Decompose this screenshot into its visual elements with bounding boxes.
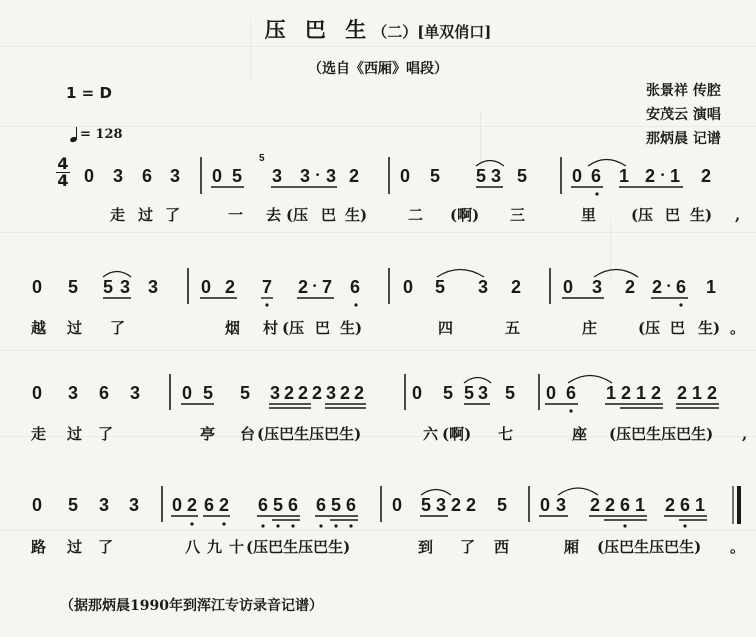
note: 3 (478, 277, 489, 297)
lyric: 一 (228, 206, 244, 224)
system-2-slurs (103, 270, 638, 278)
note: 0 (572, 166, 583, 186)
note: 1 (619, 166, 630, 186)
note: 3 (170, 166, 181, 186)
system-3-octave-dots (569, 409, 572, 412)
note: 5 (435, 277, 446, 297)
note: 6 (142, 166, 153, 186)
note: 5 (464, 383, 475, 403)
note: 0 (201, 277, 212, 297)
note: 5 (331, 495, 342, 515)
lyric: 里 (581, 206, 597, 224)
note: 6 (566, 383, 577, 403)
note: 5 (421, 495, 432, 515)
song-source: （选自《西厢》唱段） (308, 61, 448, 77)
note: 2 (340, 383, 351, 403)
time-signature-bottom: 4 (57, 171, 69, 190)
note: 6 (680, 495, 691, 515)
system-1-lyrics (110, 206, 740, 224)
note: 5 (273, 495, 284, 515)
lyric: 厢 (564, 538, 580, 556)
note: 3 (491, 166, 502, 186)
lyric: (啊) (442, 425, 472, 443)
note: 0 (182, 383, 193, 403)
note: 0 (392, 495, 403, 515)
note: 5 (505, 383, 516, 403)
note: 5 (476, 166, 487, 186)
system-2-octave-dots (265, 303, 682, 306)
note: 0 (32, 277, 43, 297)
note: 2 (590, 495, 601, 515)
lyric: 五 (505, 319, 521, 337)
lyric: 过 (67, 319, 83, 337)
dot: · (660, 166, 666, 184)
lyric: 了 (98, 425, 114, 443)
note: 2 (225, 277, 236, 297)
lyric: 二 (408, 206, 424, 224)
lyric: , (742, 425, 748, 443)
note: 5 (68, 495, 79, 515)
system-4-slurs (421, 488, 598, 495)
note: 5 (203, 383, 214, 403)
system-4-underlines (171, 516, 707, 520)
footnote: （据那炳晨1990年到浑江专访录音记谱） (60, 598, 323, 614)
note: 2 (298, 383, 309, 403)
lyric: 巴 (321, 206, 337, 224)
lyric: 三 (510, 206, 526, 224)
system-2-lyrics (31, 319, 745, 337)
note: 0 (400, 166, 411, 186)
note: 3 (556, 495, 567, 515)
system-3-underlines (181, 404, 719, 408)
system-2-numbers (32, 277, 716, 297)
note: 2 (284, 383, 295, 403)
note: 3 (113, 166, 124, 186)
system-3-lyrics (31, 425, 747, 443)
note: 2 (651, 383, 662, 403)
note: 1 (636, 383, 647, 403)
note: 6 (591, 166, 602, 186)
lyric: 走 (110, 206, 126, 224)
lyric: 台 (240, 425, 256, 443)
note: 6 (288, 495, 299, 515)
note: 2 (701, 166, 712, 186)
lyric: 六 (423, 425, 439, 443)
note: 3 (120, 277, 131, 297)
system-4-numbers (32, 495, 705, 515)
note: 2 (354, 383, 365, 403)
note: 3 (130, 383, 141, 403)
note: 3 (300, 166, 311, 186)
dot: · (666, 277, 672, 295)
note: 6 (258, 495, 269, 515)
lyric: (啊) (450, 206, 480, 224)
lyric: (压巴生压巴生) (609, 425, 714, 443)
lyric: 。 (730, 319, 746, 337)
system-3-numbers (32, 383, 717, 403)
note: 5 (430, 166, 441, 186)
note: 1 (670, 166, 681, 186)
note: 2 (652, 277, 663, 297)
note: 1 (695, 495, 706, 515)
credit-singer: 安茂云 演唱 (646, 107, 721, 123)
lyric: 巴 (315, 319, 331, 337)
lyric: 西 (494, 538, 510, 556)
lyric: 了 (98, 538, 114, 556)
note: 7 (262, 277, 273, 297)
note: 0 (172, 495, 183, 515)
lyric: (压 (282, 319, 305, 337)
system-1-numbers (84, 153, 711, 186)
note: 2 (219, 495, 230, 515)
song-title-suffix: （二）[单双俏口] (372, 23, 492, 41)
lyric: (压巴生压巴生) (246, 538, 351, 556)
note: 2 (605, 495, 616, 515)
note: 6 (620, 495, 631, 515)
note: 5 (443, 383, 454, 403)
dot: · (312, 277, 318, 295)
note: 5 (68, 277, 79, 297)
lyric: 生) (340, 319, 363, 337)
lyric: 去 (266, 206, 282, 224)
note: 2 (298, 277, 309, 297)
note: 1 (692, 383, 703, 403)
lyric: 路 (31, 538, 47, 556)
note: 3 (436, 495, 447, 515)
lyric: 十 (229, 538, 245, 556)
note: 7 (322, 277, 333, 297)
note: 2 (312, 383, 323, 403)
system-4-lyrics (31, 538, 745, 556)
note: 3 (326, 166, 337, 186)
lyric: 生) (690, 206, 713, 224)
dot: · (315, 166, 321, 184)
note: 2 (707, 383, 718, 403)
note: 2 (349, 166, 360, 186)
lyric: (压 (638, 319, 661, 337)
note: 6 (204, 495, 215, 515)
note: 2 (511, 277, 522, 297)
note: 1 (606, 383, 617, 403)
note: 3 (68, 383, 79, 403)
note: 1 (706, 277, 717, 297)
note: 5 (103, 277, 114, 297)
lyric: (压 (286, 206, 309, 224)
note: 3 (326, 383, 337, 403)
lyric: 巴 (665, 206, 681, 224)
credit-transcriber: 那炳晨 记谱 (646, 131, 721, 147)
note: 2 (187, 495, 198, 515)
lyric: 越 (31, 319, 47, 337)
lyric: 到 (418, 538, 434, 556)
credit-composer: 张景祥 传腔 (646, 83, 721, 99)
note: 2 (665, 495, 676, 515)
tempo-value: = 128 (80, 127, 123, 142)
lyric: 四 (438, 319, 454, 337)
note: 3 (270, 383, 281, 403)
lyric: 八 (185, 538, 201, 556)
song-title-main: 压 巴 生 (264, 17, 373, 42)
note: 0 (403, 277, 414, 297)
note: 6 (346, 495, 357, 515)
note: 6 (676, 277, 687, 297)
note: 5 (232, 166, 243, 186)
note: 6 (350, 277, 361, 297)
note: 0 (84, 166, 95, 186)
lyric: 烟 (225, 319, 241, 337)
lyric: 过 (67, 538, 83, 556)
lyric: 村 (263, 319, 279, 337)
note: 6 (316, 495, 327, 515)
lyric: 过 (67, 425, 83, 443)
lyric: 生) (345, 206, 368, 224)
note: 1 (635, 495, 646, 515)
lyric: 过 (138, 206, 154, 224)
note: 0 (212, 166, 223, 186)
lyric: (压巴生压巴生) (597, 538, 702, 556)
note: 3 (272, 166, 283, 186)
note: 2 (621, 383, 632, 403)
note: 3 (592, 277, 603, 297)
system-3-slurs (464, 376, 612, 384)
lyric: 庄 (582, 319, 598, 337)
note: 6 (99, 383, 110, 403)
lyric: 了 (165, 206, 181, 224)
note: 0 (546, 383, 557, 403)
note: 5 (240, 383, 251, 403)
note: 0 (540, 495, 551, 515)
note: 2 (466, 495, 477, 515)
lyric: , (735, 206, 741, 224)
note: 2 (677, 383, 688, 403)
note: 0 (412, 383, 423, 403)
note: 0 (563, 277, 574, 297)
lyric: 生) (698, 319, 721, 337)
lyric: (压 (631, 206, 654, 224)
note: 0 (32, 383, 43, 403)
note: 5 (517, 166, 528, 186)
note: 5 (497, 495, 508, 515)
system-4-octave-dots (190, 522, 686, 527)
note: 3 (129, 495, 140, 515)
note: 0 (32, 495, 43, 515)
system-1-octave-dots (595, 192, 598, 195)
lyric: 。 (730, 538, 746, 556)
note: 3 (478, 383, 489, 403)
lyric: 了 (110, 319, 126, 337)
lyric: 巴 (670, 319, 686, 337)
lyric: (压巴生压巴生) (257, 425, 362, 443)
lyric: 走 (31, 425, 47, 443)
note: 3 (148, 277, 159, 297)
lyric: 座 (572, 425, 588, 443)
lyric: 亭 (200, 425, 216, 443)
lyric: 九 (207, 538, 223, 556)
note: 2 (451, 495, 462, 515)
key-signature: 1 = D (66, 84, 112, 102)
lyric: 七 (498, 425, 514, 443)
note: 3 (99, 495, 110, 515)
note: 2 (645, 166, 656, 186)
time-signature-top: 4 (57, 154, 69, 173)
grace-note: 5 (259, 153, 265, 164)
note: 2 (625, 277, 636, 297)
lyric: 了 (460, 538, 476, 556)
